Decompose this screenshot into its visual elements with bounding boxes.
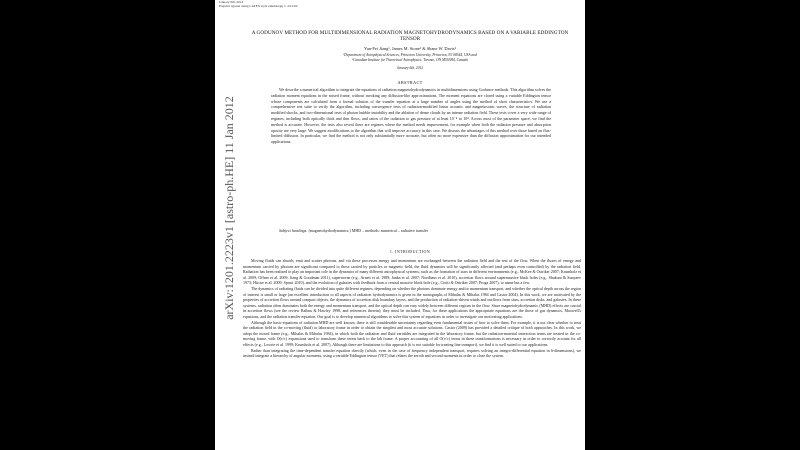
paper-page xyxy=(215,0,585,450)
paper-title: A GODUNOV METHOD FOR MULTIDIMENSIONAL RADIATION MAGNETOHYDRODYNAMICS BASED ON A VARIABLE EDDINGTON TENSOR xyxy=(251,30,569,43)
header-preprint-line: Preprint typeset using LATEX style emulateapj v. 4/12/04 xyxy=(219,4,298,8)
header-date-line: January 6th, 2012 xyxy=(219,0,244,4)
introduction-body xyxy=(243,258,581,450)
intro-paragraph: The dynamics of radiating fluids can be divided into quite different regimes, depending on whether the photons dominate energy and/or momentum transport, and whether the optical depth across the region of interest is small or large (an excellent introduction to all aspects of radiation hydrodynamics is given in the monographs of Mihalas & Mihalas 1984 and Castor 2004). In this work, we are motivated by the properties of accretion flows around compact objects, the dynamics of accretion disk boundary layers, and the production of radiation-driven winds and outflows from stars, accretion disks, and galaxies. In these systems, radiation often dominates both the energy and momentum transport, and the optical depth can vary widely between different regions in the flow. Since magnetohydrodynamic (MHD) effects are crucial in accretion flows (see the review Balbus & Hawley 1998, and references therein), they must be included. Thus, for these applications the appropriate equations are the those of gas dynamics, Maxwell's equations, and the radiation transfer equation. Our goal is to develop numerical algorithms to solve this system of equations in order to investigate our motivating applications. xyxy=(243,286,581,319)
section-heading-introduction: 1. INTRODUCTION xyxy=(389,249,431,254)
arxiv-stamp-text: arXiv:1201.2223v1 [astro-ph.HE] 11 Jan 2012 xyxy=(222,96,236,320)
paper-date: January 6th, 2012 xyxy=(396,66,424,70)
intro-paragraph: Rather than integrating the time-dependent transfer equation directly (which, even in the case of frequency independent transport, requires solving an integro-differential equation in 6-dimensions), we instead integrate a hierarchy of angular moments, using a variable Eddington tensor (VET) that relates the zeroth and second moments in order to close the system. xyxy=(243,347,581,358)
subject-headings-label: Subject headings: xyxy=(279,228,308,233)
intro-paragraph: Although the basic equations of radiation MHD are well known, there is still considerable uncertainty regarding even fundamental issues of how to solve them. For example, it is not clear whether to treat the radiation field in the co-moving (fluid) or laboratory frame in order to obtain the simplest and most accurate solutions. Castor (2009) has provided a detailed critique of both approaches. In this work, we adopt the mixed frame (e.g., Mihalas & Mihalas 1984), in which both the radiation and fluid variables are integrated in the laboratory frame, but the radiation-material interaction terms are treated in the co-moving frame, with O(v/c) expansions used to transform these terms back to the lab frame. A proper accounting of all O(v/c) terms in these transformations is necessary in order to correctly account for all effects (e.g., Lowrie et al. 1999; Krumholz et al. 2007). Although there are limitations to this approach (it is not suitable for treating line transport), we find it is well suited to our applications. xyxy=(243,319,581,347)
subject-headings-text: (magnetohydrodynamics:) MHD – methods: numerical – radiative transfer xyxy=(307,228,428,233)
subject-headings xyxy=(271,228,551,233)
arxiv-stamp xyxy=(217,88,241,328)
intro-paragraph: Moving fluids can absorb, emit and scatter photons, and via these processes energy and momentum are exchanged between the radiation field and the rest of the flow. When the fluxes of energy and momentum carried by photons are significant compared to those carried by particles or magnetic field, the fluid dynamics will be significantly affected (and perhaps even controlled) by the radiation field. Radiation has been realized to play an important role in the dynamics of many different astrophysical systems, such as the formation of stars in different environments (e.g., McKee & Ostriker 2007; Krumholz et al. 2009; Offner et al. 2009; Jiang & Goodman 2011), supernovae (e.g., Arnett et al. 1989; Janka et al. 2007; Nordhaus et al. 2010), accretion flows around supermassive black holes (e.g., Shakura & Sunyaev 1973; Hirose et al. 2009; Spruit 2010), and the evolution of galaxies with feedback from a central massive black hole (e.g., Ciotti & Ostriker 2007; Proga 2007), to name but a few. xyxy=(243,258,581,285)
affiliation-2: ²Canadian Institute for Theoretical Astrophysics. Toronto, ON M5S3H4, Canada xyxy=(352,58,468,62)
paper-authors: Yan-Fei Jiang¹, James M. Stone¹ & Shane W. Davis² xyxy=(364,46,456,51)
affiliation-1: ¹Department of Astrophysical Sciences, Princeton University, Princeton, NJ 08544, USA and xyxy=(343,53,477,57)
abstract-heading: ABSTRACT xyxy=(397,80,423,85)
abstract-text: We describe a numerical algorithm to integrate the equations of radiation magnetohydrodynamics in multidimensions using Godunov methods. This algorithm solves the radiation moment equations in the mixed frame, without invoking any diffusion-like approximations. The moment equations are closed using a variable Eddington tensor whose components are calculated from a formal solution of the transfer equation at a large number of angles using the method of short characteristics. We use a comprehensive test suite to verify the algorithm, including convergence tests of radiation-modified linear acoustic and magnetosonic waves, the structure of radiation modified shocks, and two-dimensional tests of photon bubble instability and the ablation of dense clouds by an intense radiation field. These tests cover a very wide range of regimes, including both optically thick and thin flows, and ratios of the radiation to gas pressure of at least 10⁻⁴ to 10⁴. Across most of the parameter space, we find the method is accurate. However, the tests also reveal there are regimes where the method needs improvement, for example when both the radiation pressure and absorption opacity are very large. We suggest modifications to the algorithm that will improve accuracy in this case. We discuss the advantages of this method over those based on flux-limited diffusion. In particular, we find the method is not only substantially more accurate, but often no more expensive than the diffusion approximation for our intended applications. xyxy=(271,87,551,145)
